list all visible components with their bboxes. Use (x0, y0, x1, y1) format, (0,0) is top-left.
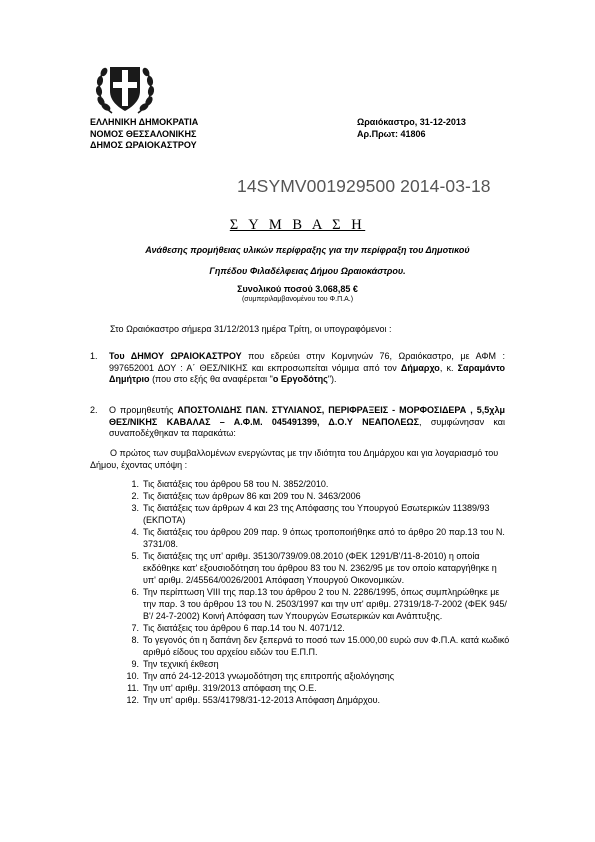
provision-item (127, 478, 512, 490)
provision-item (127, 550, 512, 586)
party-text: , κ. (439, 362, 458, 373)
provision-item (127, 682, 512, 694)
provision-text: Τις διατάξεις των άρθρων 86 και 209 του Ν. 3463/2006 (143, 491, 361, 501)
party-role: Δήμαρχο (400, 362, 440, 373)
party-name: Του ΔΗΜΟΥ ΩΡΑΙΟΚΑΣΤΡΟΥ (109, 351, 242, 361)
provision-number: 5. (131, 551, 139, 561)
coat-of-arms-emblem (92, 55, 158, 119)
provision-number: 1. (131, 479, 139, 489)
provision-number: 7. (131, 623, 139, 633)
provision-text: Τις διατάξεις του άρθρου 209 παρ. 9 όπως τροποποιήθηκε από το άρθρο 20 παρ.13 του Ν. 3731/08. (143, 527, 505, 549)
provision-number: 2. (131, 491, 139, 501)
provision-text: Τις διατάξεις του άρθρου 6 παρ.14 του Ν. 4071/12. (143, 623, 345, 633)
party-1 (90, 351, 505, 386)
party-text: που εδρεύει στην Κομνηνών 76, Ωραιόκαστρο, με ΑΦΜ : 997652001 ΔΟΥ : Α΄ ΘΕΣ/ΝΙΚΗΣ και εκπροσωπείται νόμιμα από τον (109, 351, 505, 373)
party-number: 1. (90, 351, 98, 361)
provision-number: 11. (127, 683, 139, 693)
issuer-header (90, 117, 198, 152)
provision-item (127, 658, 512, 670)
provision-text: Τις διατάξεις του άρθρου 58 του Ν. 3852/2010. (143, 479, 329, 489)
document-title: Σ Υ Μ Β Α Σ Η (229, 217, 366, 233)
mayor-name: Σαραμάντο Δημήτριο (109, 362, 505, 384)
provision-text: Την τεχνική έκθεση (143, 659, 219, 669)
provision-item (127, 586, 512, 622)
provision-item (127, 634, 512, 658)
provision-number: 4. (131, 527, 139, 537)
provision-number: 12. (126, 695, 139, 705)
place-date: Ωραιόκαστρο, 31-12-2013 (357, 117, 466, 127)
provision-text: Την περίπτωση VIII της παρ.13 του άρθρου 2 του Ν. 2286/1995, όπως συμπληρώθηκε με την παρ. 3 του άρθρου 13 του Ν. 2503/1997 και την υπ' αριθμ. 27319/18-7-2002 (ΦΕΚ 945/Β'/ 24-7-2002) Κοινή Απόφαση των Υπουργών Εσωτερικών και Ανάπτυξης. (143, 587, 507, 621)
party-text: Ο προμηθευτής (109, 405, 178, 415)
party-number: 2. (90, 405, 98, 415)
subtitle-line-2: Γηπέδου Φιλαδέλφειας Δήμου Ωραιοκάστρου. (209, 266, 406, 276)
provision-item (127, 694, 512, 706)
considering-paragraph: Ο πρώτος των συμβαλλομένων ενεργώντας με την ιδιότητα του Δημάρχου και για λογαριασμό του Δήμου, έχοντας υπόψη : (90, 448, 499, 470)
provisions-list (127, 478, 512, 706)
party-text: "). (327, 374, 337, 384)
provision-item (127, 670, 512, 682)
provision-number: 9. (131, 659, 139, 669)
provision-number: 6. (131, 587, 139, 597)
intro-text: Στο Ωραιόκαστρο σήμερα 31/12/2013 ημέρα Τρίτη, οι υπογραφόμενοι : (110, 324, 392, 334)
provision-number: 10. (126, 671, 139, 681)
provision-item (127, 622, 512, 634)
provision-text: Τις διατάξεις των άρθρων 4 και 23 της Απόφασης του Υπουργού Εσωτερικών 11389/93 (ΕΚΠΟΤΑ) (143, 503, 490, 525)
party-text: , συμφώνησαν και συναποδέχθηκαν τα παρακάτω: (109, 416, 505, 438)
issuer-line: ΕΛΛΗΝΙΚΗ ΔΗΜΟΚΡΑΤΙΑ (90, 117, 199, 127)
party-2 (90, 405, 505, 440)
issuer-line: ΔΗΜΟΣ ΩΡΑΙΟΚΑΣΤΡΟΥ (90, 140, 197, 150)
supplier-details: ΑΠΟΣΤΟΛΙΔΗΣ ΠΑΝ. ΣΤΥΛΙΑΝΟΣ, ΠΕΡΙΦΡΑΞΕΙΣ - ΜΟΡΦΟΣΙΔΕΡΑ , 5,5χλμ ΘΕΣ/ΝΙΚΗΣ ΚΑΒΑΛΑΣ – Α.Φ.Μ. 045491399, Δ.Ο.Υ ΝΕΑΠΟΛΕΩΣ (109, 405, 505, 427)
provision-item (127, 502, 512, 526)
provision-item (127, 526, 512, 550)
provision-text: Την υπ' αριθμ. 319/2013 απόφαση της Ο.Ε. (143, 683, 317, 693)
issuer-line: ΝΟΜΟΣ ΘΕΣΣΑΛΟΝΙΚΗΣ (90, 128, 197, 139)
ada-number: 14SYMV001929500 2014-03-18 (237, 176, 491, 196)
amount-vat-note: (συμπεριλαμβανομένου του Φ.Π.Α.) (241, 296, 354, 303)
provision-text: Την υπ' αριθμ. 553/41798/31-12-2013 Απόφαση Δημάρχου. (143, 695, 381, 705)
provision-number: 8. (131, 635, 139, 645)
provision-text: Τις διατάξεις της υπ' αριθμ. 35130/739/09.08.2010 (ΦΕΚ 1291/Β'/11-8-2010) η οποία εκδόθηκε κατ' εξουσιοδότηση του άρθρου 83 του Ν. 2362/95 με τον οποίο καταργήθηκε η υπ' αριθμ. 2/45564/0026/2001 Απόφαση Υπουργού Οικονομικών. (143, 551, 497, 585)
provision-number: 3. (131, 503, 139, 513)
protocol-number: Αρ.Πρωτ: 41806 (357, 128, 426, 139)
provision-text: Την από 24-12-2013 γνωμοδότηση της επιτροπής αξιολόγησης (143, 671, 395, 681)
subtitle-line-1: Ανάθεσης προμήθειας υλικών περίφραξης για την περίφραξη του Δημοτικού (145, 245, 470, 255)
total-amount: Συνολικού ποσού 3.068,85 € (237, 284, 358, 294)
provision-item (127, 490, 512, 502)
date-protocol-header (357, 117, 466, 140)
party-alias: ο Εργοδότης (272, 374, 328, 384)
provision-text: Το γεγονός ότι η δαπάνη δεν ξεπερνά το ποσό των 15.000,00 ευρώ συν Φ.Π.Α. κατά κωδικό αριθμό είδους του αρχείου ειδών του Ε.Π.Π. (143, 635, 510, 657)
party-text: (που στο εξής θα αναφέρεται " (149, 374, 273, 384)
